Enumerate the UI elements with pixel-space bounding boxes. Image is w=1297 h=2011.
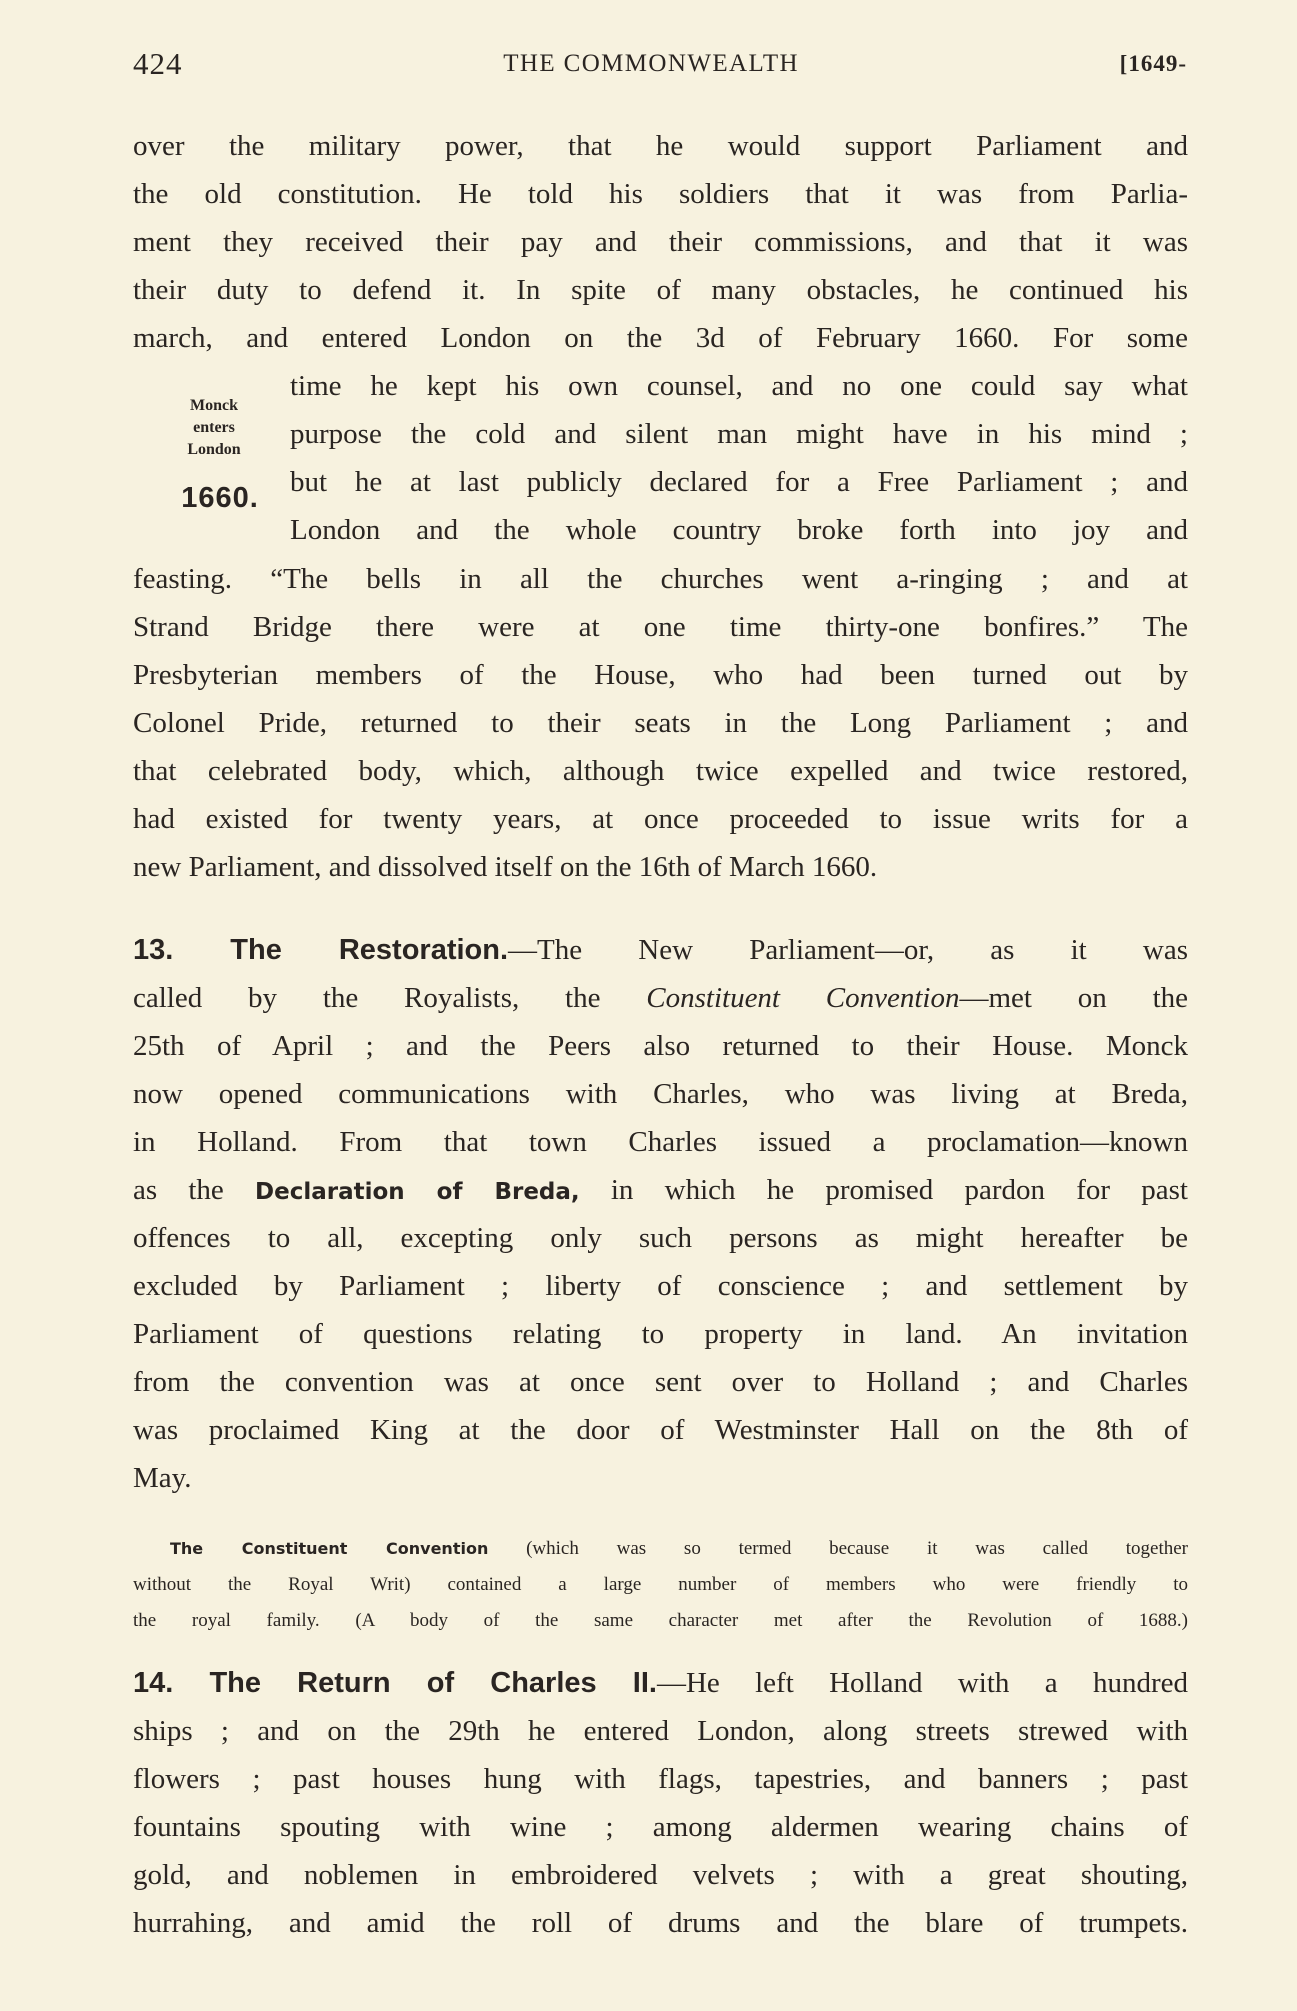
section-13-line xyxy=(133,1172,1188,1210)
body-line: ment they received their pay and their commissions, and that it was xyxy=(133,226,1188,258)
section-14-line: gold, and noblemen in embroidered velvets ; with a great shouting, xyxy=(133,1859,1188,1891)
section-text: as the xyxy=(133,1174,256,1206)
section-heading: 13. The Restoration. xyxy=(133,934,509,966)
body-line: London and the whole country broke forth into joy and xyxy=(290,514,1188,546)
body-line: Presbyterian members of the House, who had been turned out by xyxy=(133,659,1188,691)
body-line: over the military power, that he would support Parliament and xyxy=(133,130,1188,162)
section-13-line: excluded by Parliament ; liberty of conscience ; and settlement by xyxy=(133,1270,1188,1302)
body-line: that celebrated body, which, although twice expelled and twice restored, xyxy=(133,755,1188,787)
section-text: —met on the xyxy=(959,982,1189,1014)
section-14-line xyxy=(133,1665,1188,1701)
section-13-line: Parliament of questions relating to property in land. An invitation xyxy=(133,1318,1188,1350)
section-13-line: offences to all, excepting only such persons as might hereafter be xyxy=(133,1222,1188,1254)
section-text: in which he promised pardon for past xyxy=(579,1174,1188,1206)
section-13-line xyxy=(133,932,1188,968)
page-number: 424 xyxy=(133,46,183,81)
note-text: (which was so termed because it was called together xyxy=(488,1538,1188,1559)
section-text: —The New Parliament—or, as it was xyxy=(508,934,1189,966)
italic-term: Constituent Convention xyxy=(646,982,960,1014)
section-13-line: May. xyxy=(133,1462,192,1494)
margin-note-line: enters xyxy=(193,419,235,436)
bold-term: Declaration of Breda, xyxy=(255,1179,580,1205)
body-line: but he at last publicly declared for a Free Parliament ; and xyxy=(290,466,1188,498)
body-line: Strand Bridge there were at one time thirty-one bonfires.” The xyxy=(133,611,1188,643)
page-header xyxy=(133,44,1187,84)
section-text: —He left Holland with a hundred xyxy=(656,1667,1188,1699)
running-head: THE COMMONWEALTH xyxy=(503,50,799,77)
section-13-line: 25th of April ; and the Peers also returned to their House. Monck xyxy=(133,1030,1188,1062)
section-14-line: flowers ; past houses hung with flags, tapestries, and banners ; past xyxy=(133,1763,1188,1795)
header-year: [1649- xyxy=(1119,51,1187,76)
note-line: without the Royal Writ) contained a large number of members who were friendly to xyxy=(133,1574,1188,1595)
body-line: purpose the cold and silent man might have in his mind ; xyxy=(290,418,1188,450)
section-text: called by the Royalists, the xyxy=(133,982,647,1014)
section-14-line: fountains spouting with wine ; among aldermen wearing chains of xyxy=(133,1811,1188,1843)
note-lead: The Constituent Convention xyxy=(170,1539,489,1558)
section-heading: 14. The Return of Charles II. xyxy=(133,1667,657,1699)
body-line: Colonel Pride, returned to their seats in the Long Parliament ; and xyxy=(133,707,1188,739)
note-line: the royal family. (A body of the same character met after the Revolution of 1688.) xyxy=(133,1610,1188,1631)
section-13-line: from the convention was at once sent over to Holland ; and Charles xyxy=(133,1366,1188,1398)
note-line xyxy=(170,1535,1188,1563)
body-line: time he kept his own counsel, and no one could say what xyxy=(290,370,1188,402)
body-line: march, and entered London on the 3d of February 1660. For some xyxy=(133,322,1188,354)
section-14-line: hurrahing, and amid the roll of drums and the blare of trumpets. xyxy=(133,1907,1188,1939)
body-line: the old constitution. He told his soldiers that it was from Parlia- xyxy=(133,178,1188,210)
section-13-line xyxy=(133,980,1188,1016)
body-line: had existed for twenty years, at once proceeded to issue writs for a xyxy=(133,803,1188,835)
margin-note-line: Monck xyxy=(190,397,238,414)
section-14-line: ships ; and on the 29th he entered London, along streets strewed with xyxy=(133,1715,1188,1747)
section-13-line: in Holland. From that town Charles issued a proclamation—known xyxy=(133,1126,1188,1158)
body-line: feasting. “The bells in all the churches went a-ringing ; and at xyxy=(133,563,1188,595)
body-line: new Parliament, and dissolved itself on the 16th of March 1660. xyxy=(133,851,878,883)
section-13-line: was proclaimed King at the door of Westminster Hall on the 8th of xyxy=(133,1414,1188,1446)
margin-note-line: London xyxy=(187,441,241,458)
body-line: their duty to defend it. In spite of many obstacles, he continued his xyxy=(133,274,1188,306)
margin-note-year: 1660. xyxy=(181,482,259,514)
margin-note-monck xyxy=(155,395,273,461)
section-13-line: now opened communications with Charles, who was living at Breda, xyxy=(133,1078,1188,1110)
